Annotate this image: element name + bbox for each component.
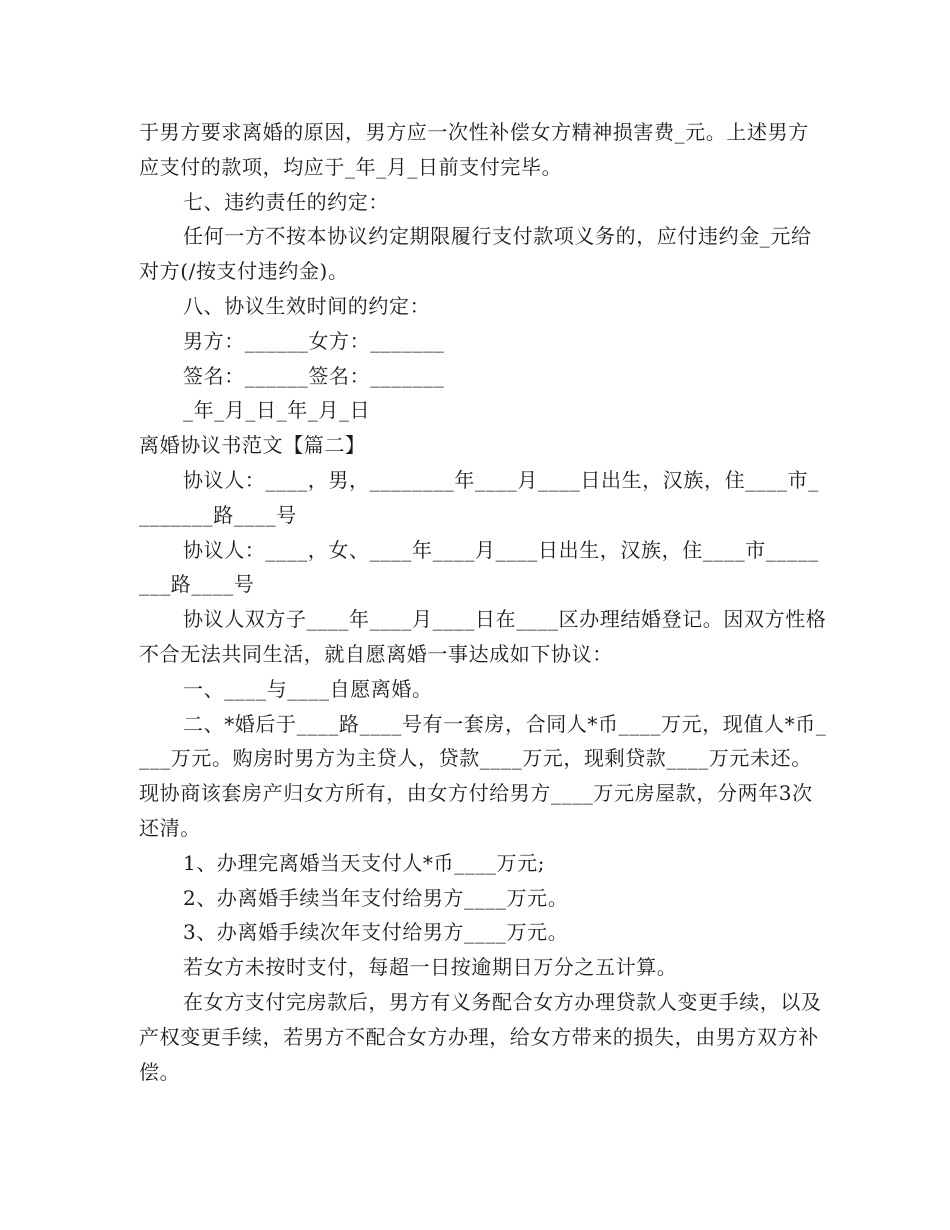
party-female-info: 协议人：____，女、____年____月____日出生，汉族，住____市________路____号	[139, 537, 819, 597]
paragraph-late-payment: 若女方未按时支付，每超一日按逾期日万分之五计算。	[183, 955, 678, 980]
party-line: 男方：______女方：_______	[183, 328, 445, 353]
date-line: _年_月_日_年_月_日	[183, 398, 371, 423]
section-heading-breach: 七、违约责任的约定：	[183, 189, 389, 214]
signature-line: 签名：______签名：_______	[183, 363, 445, 388]
party-male-info: 协议人：____，男，________年____月____日出生，汉族，住____市________路____号	[139, 467, 819, 527]
paragraph-marriage-registration: 协议人双方子____年____月____日在____区办理结婚登记。因双方性格不合无法共同生活，就自愿离婚一事达成如下协议：	[139, 607, 827, 666]
payment-item-3: 3、办离婚手续次年支付给男方____万元。	[183, 920, 569, 945]
payment-item-1: 1、办理完离婚当天支付人*币____万元;	[183, 850, 546, 875]
document-body	[139, 115, 829, 1089]
paragraph-title-transfer: 在女方支付完房款后，男方有义务配合女方办理贷款人变更手续，以及产权变更手续，若男方不配合女方办理，给女方带来的损失，由男方双方补偿。	[139, 989, 822, 1084]
payment-item-2: 2、办离婚手续当年支付给男方____万元。	[183, 885, 569, 910]
clause-1-divorce: 一、____与____自愿离婚。	[183, 676, 433, 701]
section-heading-effective-date: 八、协议生效时间的约定：	[183, 293, 431, 318]
document-section-title: 离婚协议书范文【篇二】	[139, 433, 366, 458]
paragraph-compensation: 于男方要求离婚的原因，男方应一次性补偿女方精神损害费_元。上述男方应支付的款项，均应于_年_月_日前支付完毕。	[139, 120, 809, 179]
clause-2-property: 二、*婚后于____路____号有一套房，合同人*币____万元，现值人*币____万元。购房时男方为主贷人，贷款____万元，现剩贷款____万元未还。现协商该套房产归女方所有，由女方付给男方____万元房屋款，分两年3次还清。	[139, 711, 827, 840]
paragraph-breach-penalty: 任何一方不按本协议约定期限履行支付款项义务的，应付违约金_元给对方(/按支付违约金)。	[139, 224, 812, 284]
